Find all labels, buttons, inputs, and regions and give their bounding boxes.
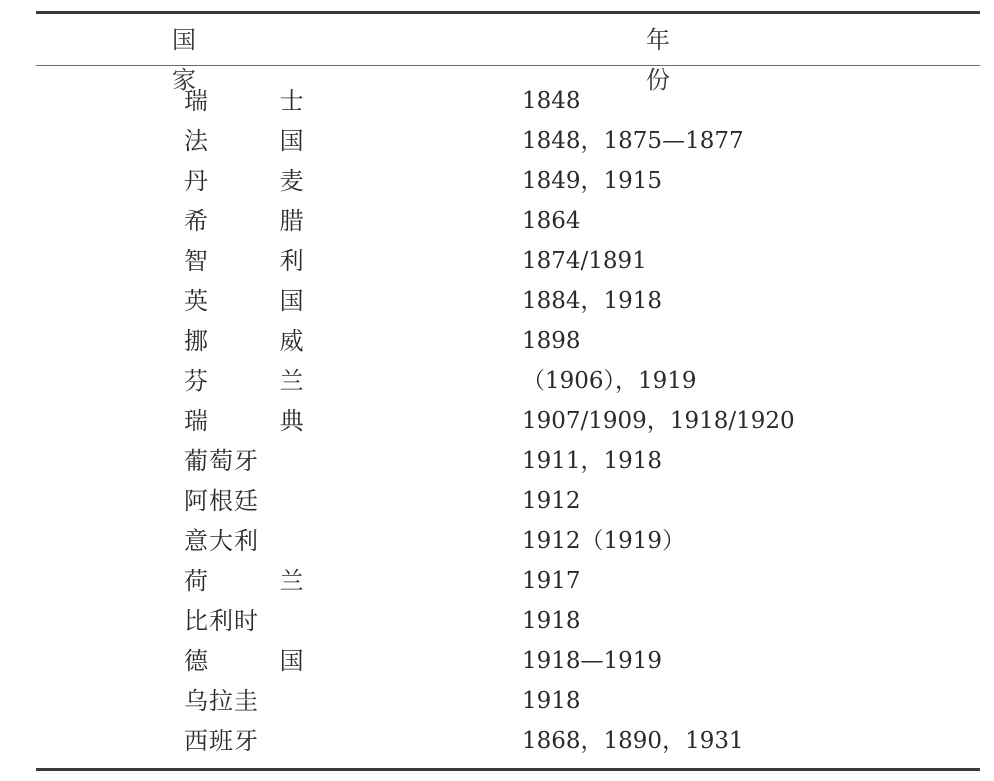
table-row <box>0 521 994 561</box>
table-row <box>0 321 994 361</box>
table-row <box>0 241 994 281</box>
year-cell: 1868，1890，1931 <box>522 728 744 754</box>
header-year: 年 份 <box>646 26 714 94</box>
table-header-rule <box>36 65 980 66</box>
year-cell: 1917 <box>522 568 581 594</box>
year-cell: 1848 <box>522 88 581 114</box>
year-cell: 1907/1909，1918/1920 <box>522 408 795 434</box>
country-cell: 芬 兰 <box>184 367 336 395</box>
year-cell: 1918—1919 <box>522 648 663 674</box>
table-bottom-rule <box>36 768 980 771</box>
country-cell: 希 腊 <box>184 207 336 235</box>
year-cell: 1849，1915 <box>522 168 663 194</box>
table-row <box>0 281 994 321</box>
country-cell: 瑞 士 <box>184 87 336 115</box>
country-cell: 葡萄牙 <box>184 447 259 475</box>
year-cell: 1848，1875—1877 <box>522 128 744 154</box>
table-row <box>0 481 994 521</box>
year-cell: 1864 <box>522 208 581 234</box>
table-row <box>0 681 994 721</box>
table-row <box>0 561 994 601</box>
table-row <box>0 201 994 241</box>
table-row <box>0 121 994 161</box>
year-cell: 1912 <box>522 488 581 514</box>
country-cell: 德 国 <box>184 647 336 675</box>
table-row <box>0 721 994 761</box>
year-cell: 1884，1918 <box>522 288 663 314</box>
year-cell: 1874/1891 <box>522 248 647 274</box>
country-cell: 法 国 <box>184 127 336 155</box>
year-cell: 1918 <box>522 688 581 714</box>
country-cell: 乌拉圭 <box>184 687 259 715</box>
year-cell: （1906），1919 <box>522 368 697 394</box>
table-row <box>0 401 994 441</box>
table-row <box>0 601 994 641</box>
country-cell: 比利时 <box>184 607 259 635</box>
country-cell: 阿根廷 <box>184 487 259 515</box>
year-cell: 1912（1919） <box>522 528 686 554</box>
country-cell: 智 利 <box>184 247 336 275</box>
year-cell: 1918 <box>522 608 581 634</box>
table-row <box>0 361 994 401</box>
country-cell: 荷 兰 <box>184 567 336 595</box>
table-row <box>0 81 994 121</box>
table-row <box>0 161 994 201</box>
table-top-rule <box>36 11 980 14</box>
country-cell: 丹 麦 <box>184 167 336 195</box>
table-row <box>0 641 994 681</box>
year-cell: 1898 <box>522 328 581 354</box>
year-cell: 1911，1918 <box>522 448 663 474</box>
country-cell: 意大利 <box>184 527 259 555</box>
country-cell: 英 国 <box>184 287 336 315</box>
country-cell: 西班牙 <box>184 727 259 755</box>
table-row <box>0 441 994 481</box>
country-cell: 瑞 典 <box>184 407 336 435</box>
country-cell: 挪 威 <box>184 327 336 355</box>
header-country: 国 家 <box>172 26 232 94</box>
